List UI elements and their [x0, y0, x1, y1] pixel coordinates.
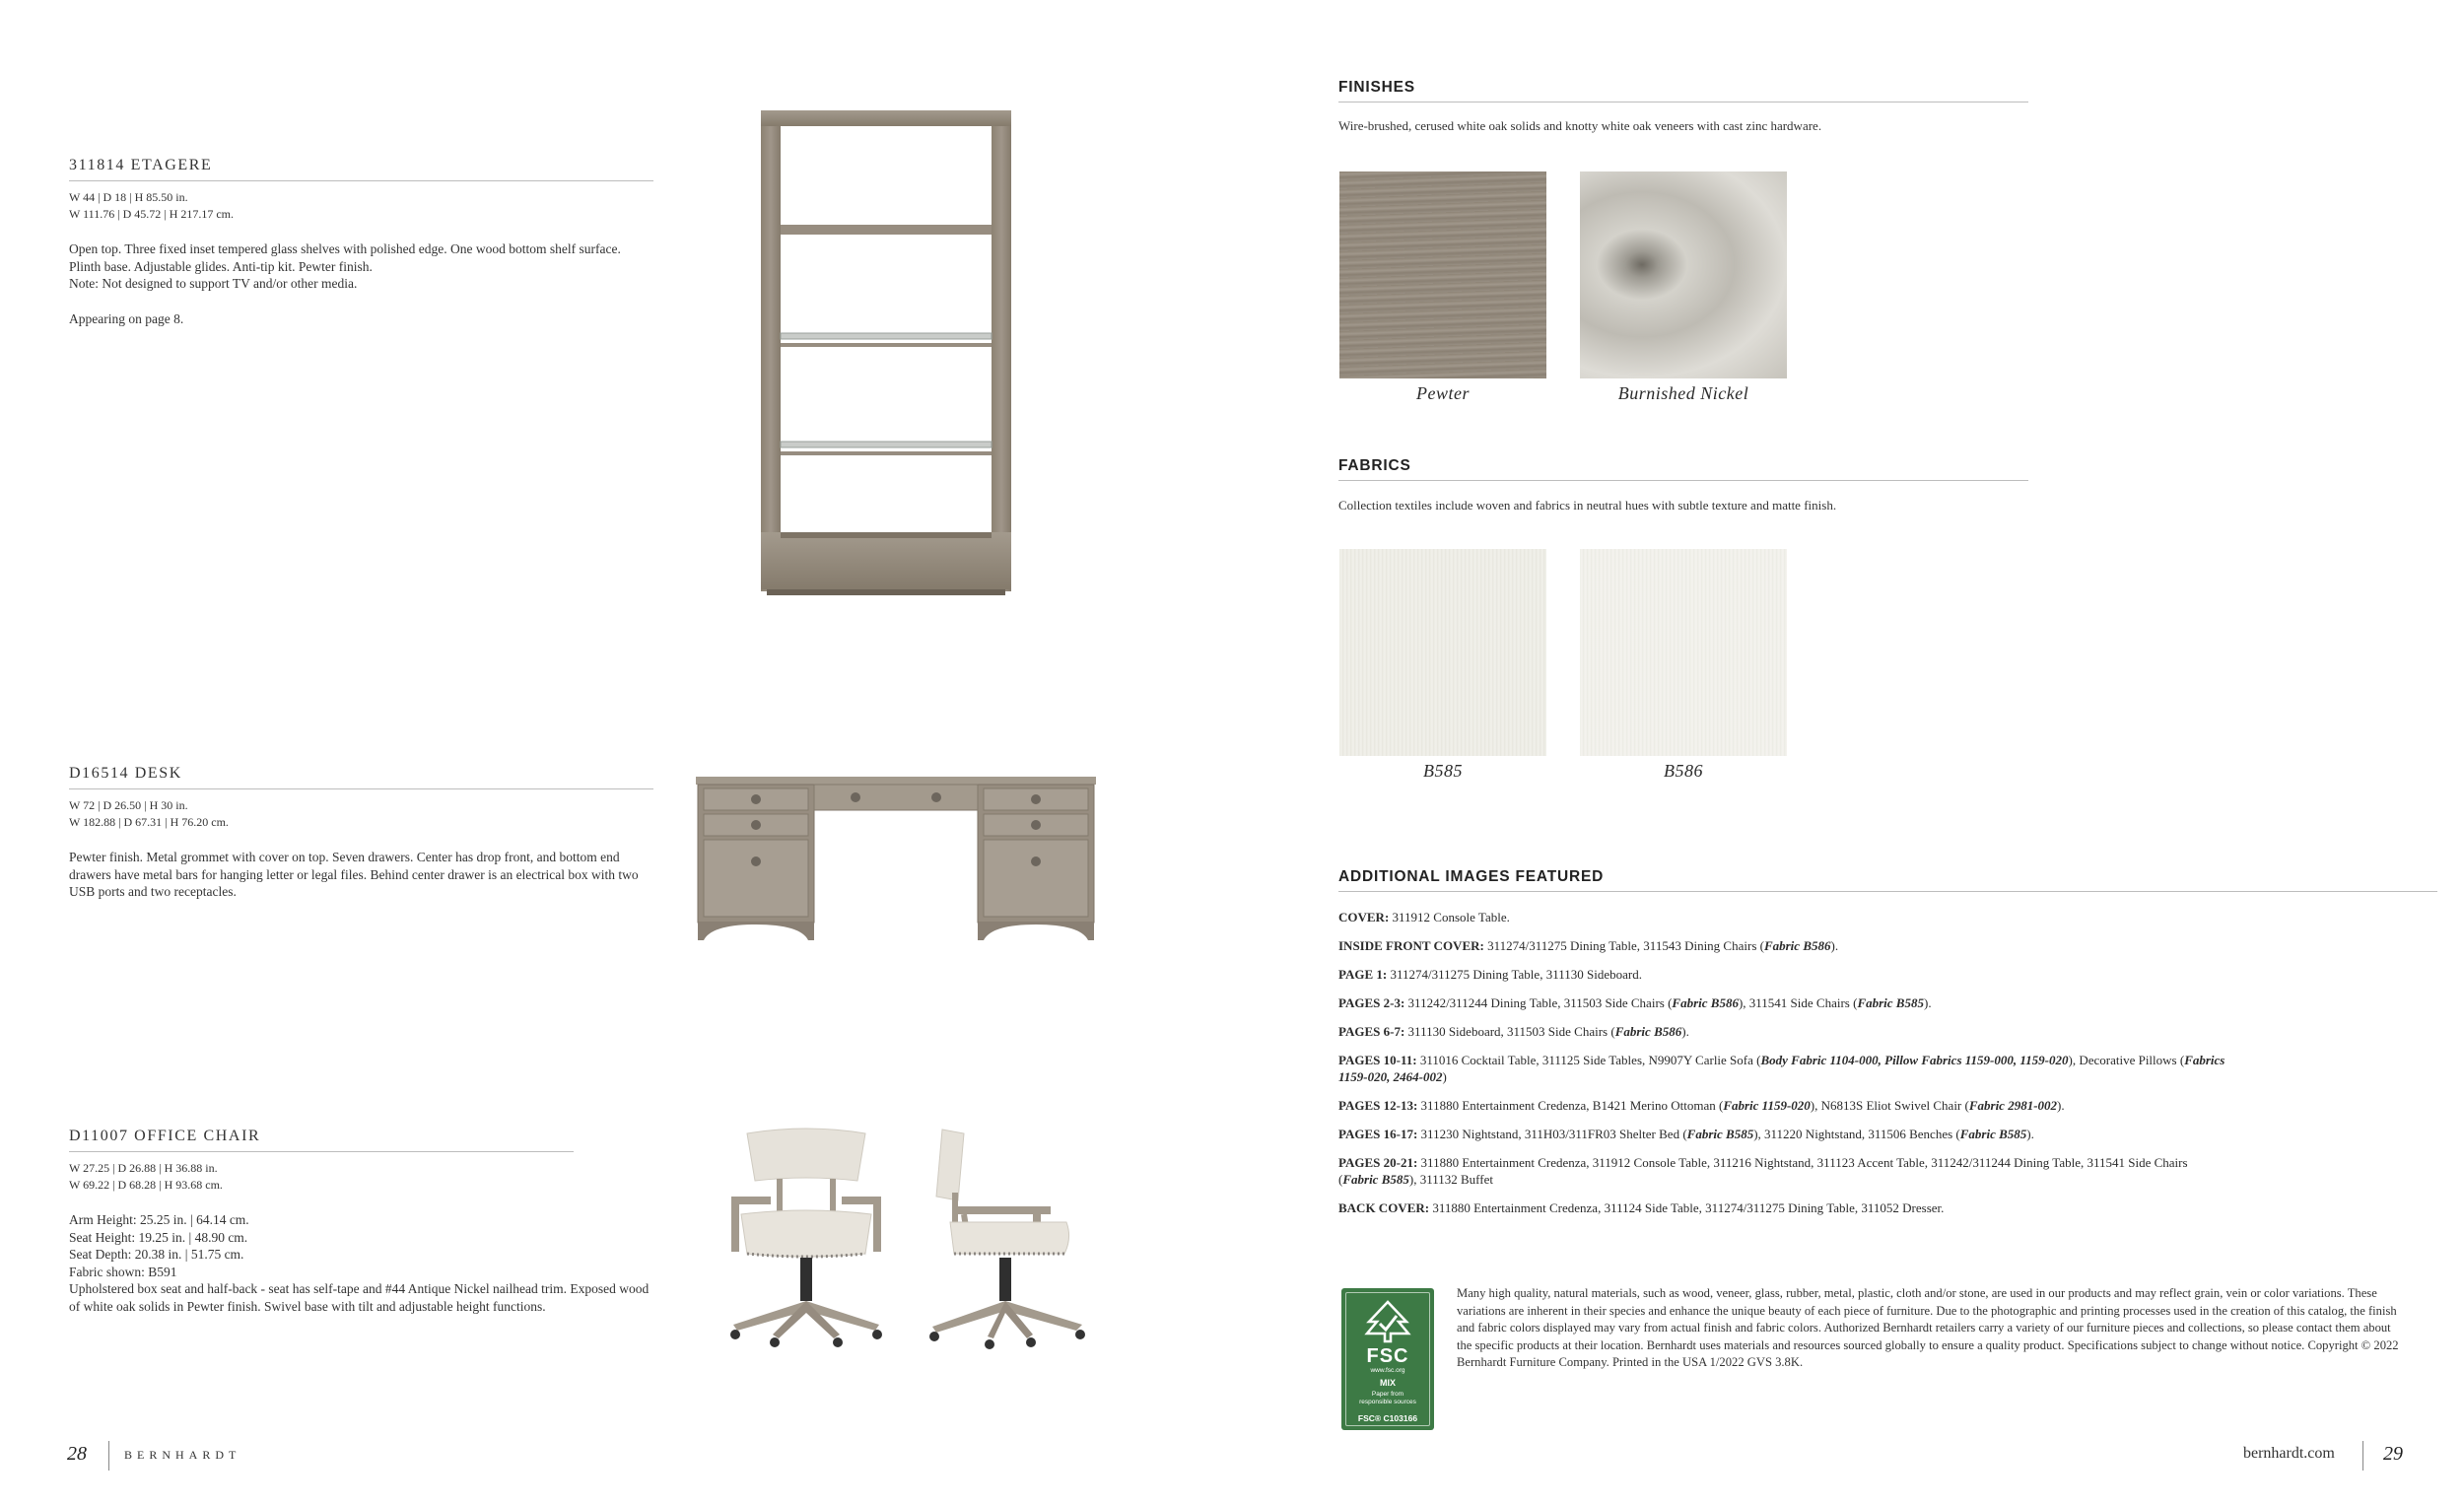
- etagere-image: [757, 108, 1017, 597]
- dims-inches: W 44 | D 18 | H 85.50 in.: [69, 190, 188, 204]
- dims-cm: W 182.88 | D 67.31 | H 76.20 cm.: [69, 815, 229, 829]
- finishes-text: Wire-brushed, cerused white oak solids and knotty white oak veneers with cast zinc hardware.: [1338, 118, 1822, 133]
- list-item: COVER: 311912 Console Table.: [1338, 910, 1510, 924]
- fabrics-text: Collection textiles include woven and fabrics in neutral hues with subtle texture and matte finish.: [1338, 498, 1837, 513]
- list-item: BACK COVER: 311880 Entertainment Credenza, 311124 Side Table, 311274/311275 Dining Table, 311052 Dresser.: [1338, 1200, 1945, 1215]
- finish-label-burnished-nickel: Burnished Nickel: [1617, 383, 1749, 403]
- product-etagere: [69, 157, 653, 327]
- product-desk: [69, 765, 653, 901]
- fabric-swatch-b586: [1580, 549, 1787, 756]
- product-title: D16514 DESK: [69, 765, 653, 789]
- product-note: Appearing on page 8.: [69, 310, 184, 326]
- page-number-left: 28: [67, 1443, 87, 1465]
- dims-cm: W 69.22 | D 68.28 | H 93.68 cm.: [69, 1178, 223, 1192]
- additional-images-list: [1338, 909, 2245, 1228]
- list-item: PAGES 2-3: 311242/311244 Dining Table, 311503 Side Chairs (Fabric B586), 311541 Side Chairs (Fabric B585).: [1338, 995, 1932, 1010]
- finish-label-pewter: Pewter: [1416, 383, 1470, 403]
- fabric-swatch-b585: [1339, 549, 1546, 756]
- finishes-heading: FINISHES: [1338, 79, 2028, 103]
- fabrics-heading: FABRICS: [1338, 457, 2028, 481]
- legal-disclaimer: Many high quality, natural materials, such as wood, veneer, glass, rubber, metal, plastic, cloth and/or stone, are used in our products and may reflect grain, vein or color variations. These variations are inherent in their species and enhance the unique beauty of each piece of furniture. Due to the photographic and printing processes used in the creation of this catalog, the finish and fabric colors displayed may vary from actual finish and fabric colors. Authorized Bernhardt retailers carry a variety of our furniture pieces and collections, so please contact them about the specific products at their location. Bernhardt uses materials and resources sourced globally to ensure a quality product. Specifications subject to change without notice. Copyright © 2022 Bernhardt Furniture Company. Printed in the USA 1/2022 GVS 3.8K.: [1457, 1286, 2399, 1369]
- page-number-right: 29: [2383, 1443, 2403, 1465]
- fsc-logo: [1341, 1288, 1434, 1430]
- product-description: Pewter finish. Metal grommet with cover on top. Seven drawers. Center has drop front, and bottom end drawers have metal bars for hanging letter or legal files. Behind center drawer is an electrical box with two USB ports and two receptacles.: [69, 850, 639, 899]
- fsc-code: FSC® C103166: [1357, 1413, 1418, 1423]
- finish-swatch-pewter: [1339, 171, 1546, 378]
- product-description: Arm Height: 25.25 in. | 64.14 cm. Seat Height: 19.25 in. | 48.90 cm. Seat Depth: 20.38 in. | 51.75 cm. Fabric shown: B591 Upholstered box seat and half-back - seat has self-tape and #44 Antique Nickel nailhead trim. Exposed wood of white oak solids in Pewter finish. Swivel base with tilt and adjustable height functions.: [69, 1212, 650, 1314]
- additional-images-heading: ADDITIONAL IMAGES FEATURED: [1338, 868, 2437, 892]
- footer-divider-left: [108, 1441, 109, 1471]
- product-description: Open top. Three fixed inset tempered glass shelves with polished edge. One wood bottom shelf surface. Plinth base. Adjustable glides. Anti-tip kit. Pewter finish. Note: Not designed to support TV and/or other media.: [69, 241, 621, 291]
- product-title: D11007 OFFICE CHAIR: [69, 1128, 574, 1152]
- dims-cm: W 111.76 | D 45.72 | H 217.17 cm.: [69, 207, 235, 221]
- list-item: PAGES 20-21: 311880 Entertainment Credenza, 311912 Console Table, 311216 Nightstand, 311123 Accent Table, 311242/311244 Dining Table, 311541 Side Chairs (Fabric B585), 311132 Buffet: [1338, 1155, 2188, 1187]
- footer-divider-right: [2362, 1441, 2363, 1471]
- brand-wordmark: BERNHARDT: [124, 1448, 241, 1462]
- fsc-tree-check-icon: [1363, 1300, 1412, 1343]
- office-chair-side-image: [919, 1124, 1096, 1352]
- product-title: 311814 ETAGERE: [69, 157, 653, 181]
- dims-inches: W 72 | D 26.50 | H 30 in.: [69, 798, 188, 812]
- list-item: PAGE 1: 311274/311275 Dining Table, 311130 Sideboard.: [1338, 967, 1642, 982]
- list-item: PAGES 12-13: 311880 Entertainment Credenza, B1421 Merino Ottoman (Fabric 1159-020), N6813S Eliot Swivel Chair (Fabric 2981-002).: [1338, 1098, 2065, 1113]
- product-dimensions: [69, 1160, 574, 1194]
- desk-image: [692, 775, 1100, 944]
- product-office-chair: [69, 1128, 650, 1315]
- product-dimensions: [69, 189, 653, 223]
- finish-swatch-burnished-nickel: [1580, 171, 1787, 378]
- office-chair-front-image: [718, 1124, 895, 1352]
- list-item: PAGES 10-11: 311016 Cocktail Table, 311125 Side Tables, N9907Y Carlie Sofa (Body Fabric 1104-000, Pillow Fabrics 1159-000, 1159-020), Decorative Pillows (Fabrics 1159-020, 2464-002): [1338, 1053, 2225, 1084]
- fsc-brand: FSC: [1366, 1345, 1409, 1367]
- fabric-label-b585: B585: [1423, 761, 1463, 781]
- fsc-site: www.fsc.org: [1370, 1367, 1405, 1374]
- product-dimensions: [69, 797, 653, 831]
- list-item: PAGES 6-7: 311130 Sideboard, 311503 Side Chairs (Fabric B586).: [1338, 1024, 1689, 1039]
- fsc-line1: Paper from: [1371, 1391, 1404, 1398]
- website-link[interactable]: bernhardt.com: [2243, 1445, 2335, 1462]
- list-item: INSIDE FRONT COVER: 311274/311275 Dining Table, 311543 Dining Chairs (Fabric B586).: [1338, 938, 1839, 953]
- list-item: PAGES 16-17: 311230 Nightstand, 311H03/311FR03 Shelter Bed (Fabric B585), 311220 Nightstand, 311506 Benches (Fabric B585).: [1338, 1127, 2034, 1141]
- fsc-line2: responsible sources: [1359, 1399, 1416, 1405]
- fabric-label-b586: B586: [1664, 761, 1703, 781]
- fsc-mix: MIX: [1379, 1378, 1396, 1388]
- dims-inches: W 27.25 | D 26.88 | H 36.88 in.: [69, 1161, 218, 1175]
